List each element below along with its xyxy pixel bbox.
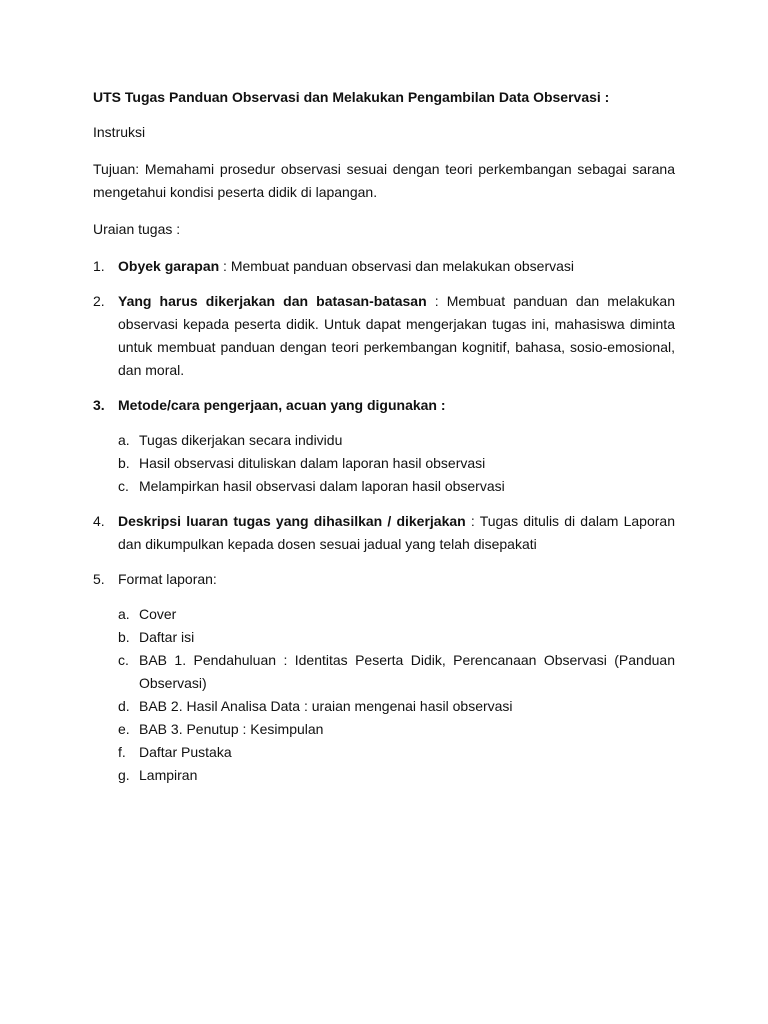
list-letter: e. [118, 721, 130, 737]
list-letter: b. [118, 455, 130, 471]
document-page [93, 87, 675, 799]
task-5-sublist [93, 603, 675, 787]
list-item [93, 649, 675, 695]
list-letter: b. [118, 629, 130, 645]
task-number: 2. [93, 293, 105, 309]
list-item [93, 603, 675, 626]
document-title: UTS Tugas Panduan Observasi dan Melakukan Pengambilan Data Observasi : [93, 89, 610, 105]
list-text: BAB 3. Penutup : Kesimpulan [139, 721, 324, 737]
task-text: Format laporan: [118, 571, 217, 587]
task-text: : Membuat panduan dan melakukan observasi kepada peserta didik. Untuk dapat mengerjakan tugas ini, mahasiswa diminta untuk membuat panduan dengan teori perkembangan kognitif, bahasa, sosio-emosional, dan moral. [118, 293, 675, 378]
list-text: Melampirkan hasil observasi dalam laporan hasil observasi [139, 478, 505, 494]
task-text: : Membuat panduan observasi dan melakukan observasi [219, 258, 575, 274]
list-text: Daftar Pustaka [139, 744, 232, 760]
task-label: Deskripsi luaran tugas yang dihasilkan / dikerjakan [118, 513, 466, 529]
list-letter: f. [118, 744, 126, 760]
list-text: BAB 2. Hasil Analisa Data : uraian mengenai hasil observasi [139, 698, 513, 714]
list-letter: d. [118, 698, 130, 714]
task-item-2 [93, 290, 675, 382]
task-3-sublist [93, 429, 675, 498]
list-letter: c. [118, 478, 129, 494]
task-number: 5. [93, 571, 105, 587]
task-text: : Tugas ditulis di dalam Laporan dan dikumpulkan kepada dosen sesuai jadual yang telah disepakati [118, 513, 675, 552]
list-text: Lampiran [139, 767, 198, 783]
list-item [93, 429, 675, 452]
list-letter: g. [118, 767, 130, 783]
tujuan-paragraph: Tujuan: Memahami prosedur observasi sesuai dengan teori perkembangan sebagai sarana mengetahui kondisi peserta didik di lapangan. [93, 161, 675, 200]
list-item [93, 452, 675, 475]
task-number: 1. [93, 258, 105, 274]
task-number: 3. [93, 397, 105, 413]
uraian-heading: Uraian tugas : [93, 221, 181, 237]
task-item-1 [93, 255, 675, 278]
task-label: Yang harus dikerjakan dan batasan-batasan [118, 293, 427, 309]
task-item-5 [93, 568, 675, 591]
list-item [93, 695, 675, 718]
list-item [93, 718, 675, 741]
list-letter: a. [118, 606, 130, 622]
task-item-3 [93, 394, 675, 417]
list-text: Cover [139, 606, 177, 622]
list-letter: a. [118, 432, 130, 448]
list-letter: c. [118, 652, 129, 668]
task-number: 4. [93, 513, 105, 529]
list-text: Hasil observasi dituliskan dalam laporan hasil observasi [139, 455, 486, 471]
list-item [93, 764, 675, 787]
instruksi-heading: Instruksi [93, 124, 146, 140]
list-item [93, 626, 675, 649]
list-text: Tugas dikerjakan secara individu [139, 432, 343, 448]
task-item-4 [93, 510, 675, 556]
list-item [93, 741, 675, 764]
list-text: BAB 1. Pendahuluan : Identitas Peserta Didik, Perencanaan Observasi (Panduan Observasi) [139, 652, 675, 691]
task-label: Obyek garapan [118, 258, 220, 274]
list-text: Daftar isi [139, 629, 195, 645]
task-label: Metode/cara pengerjaan, acuan yang digunakan : [118, 397, 446, 413]
list-item [93, 475, 675, 498]
